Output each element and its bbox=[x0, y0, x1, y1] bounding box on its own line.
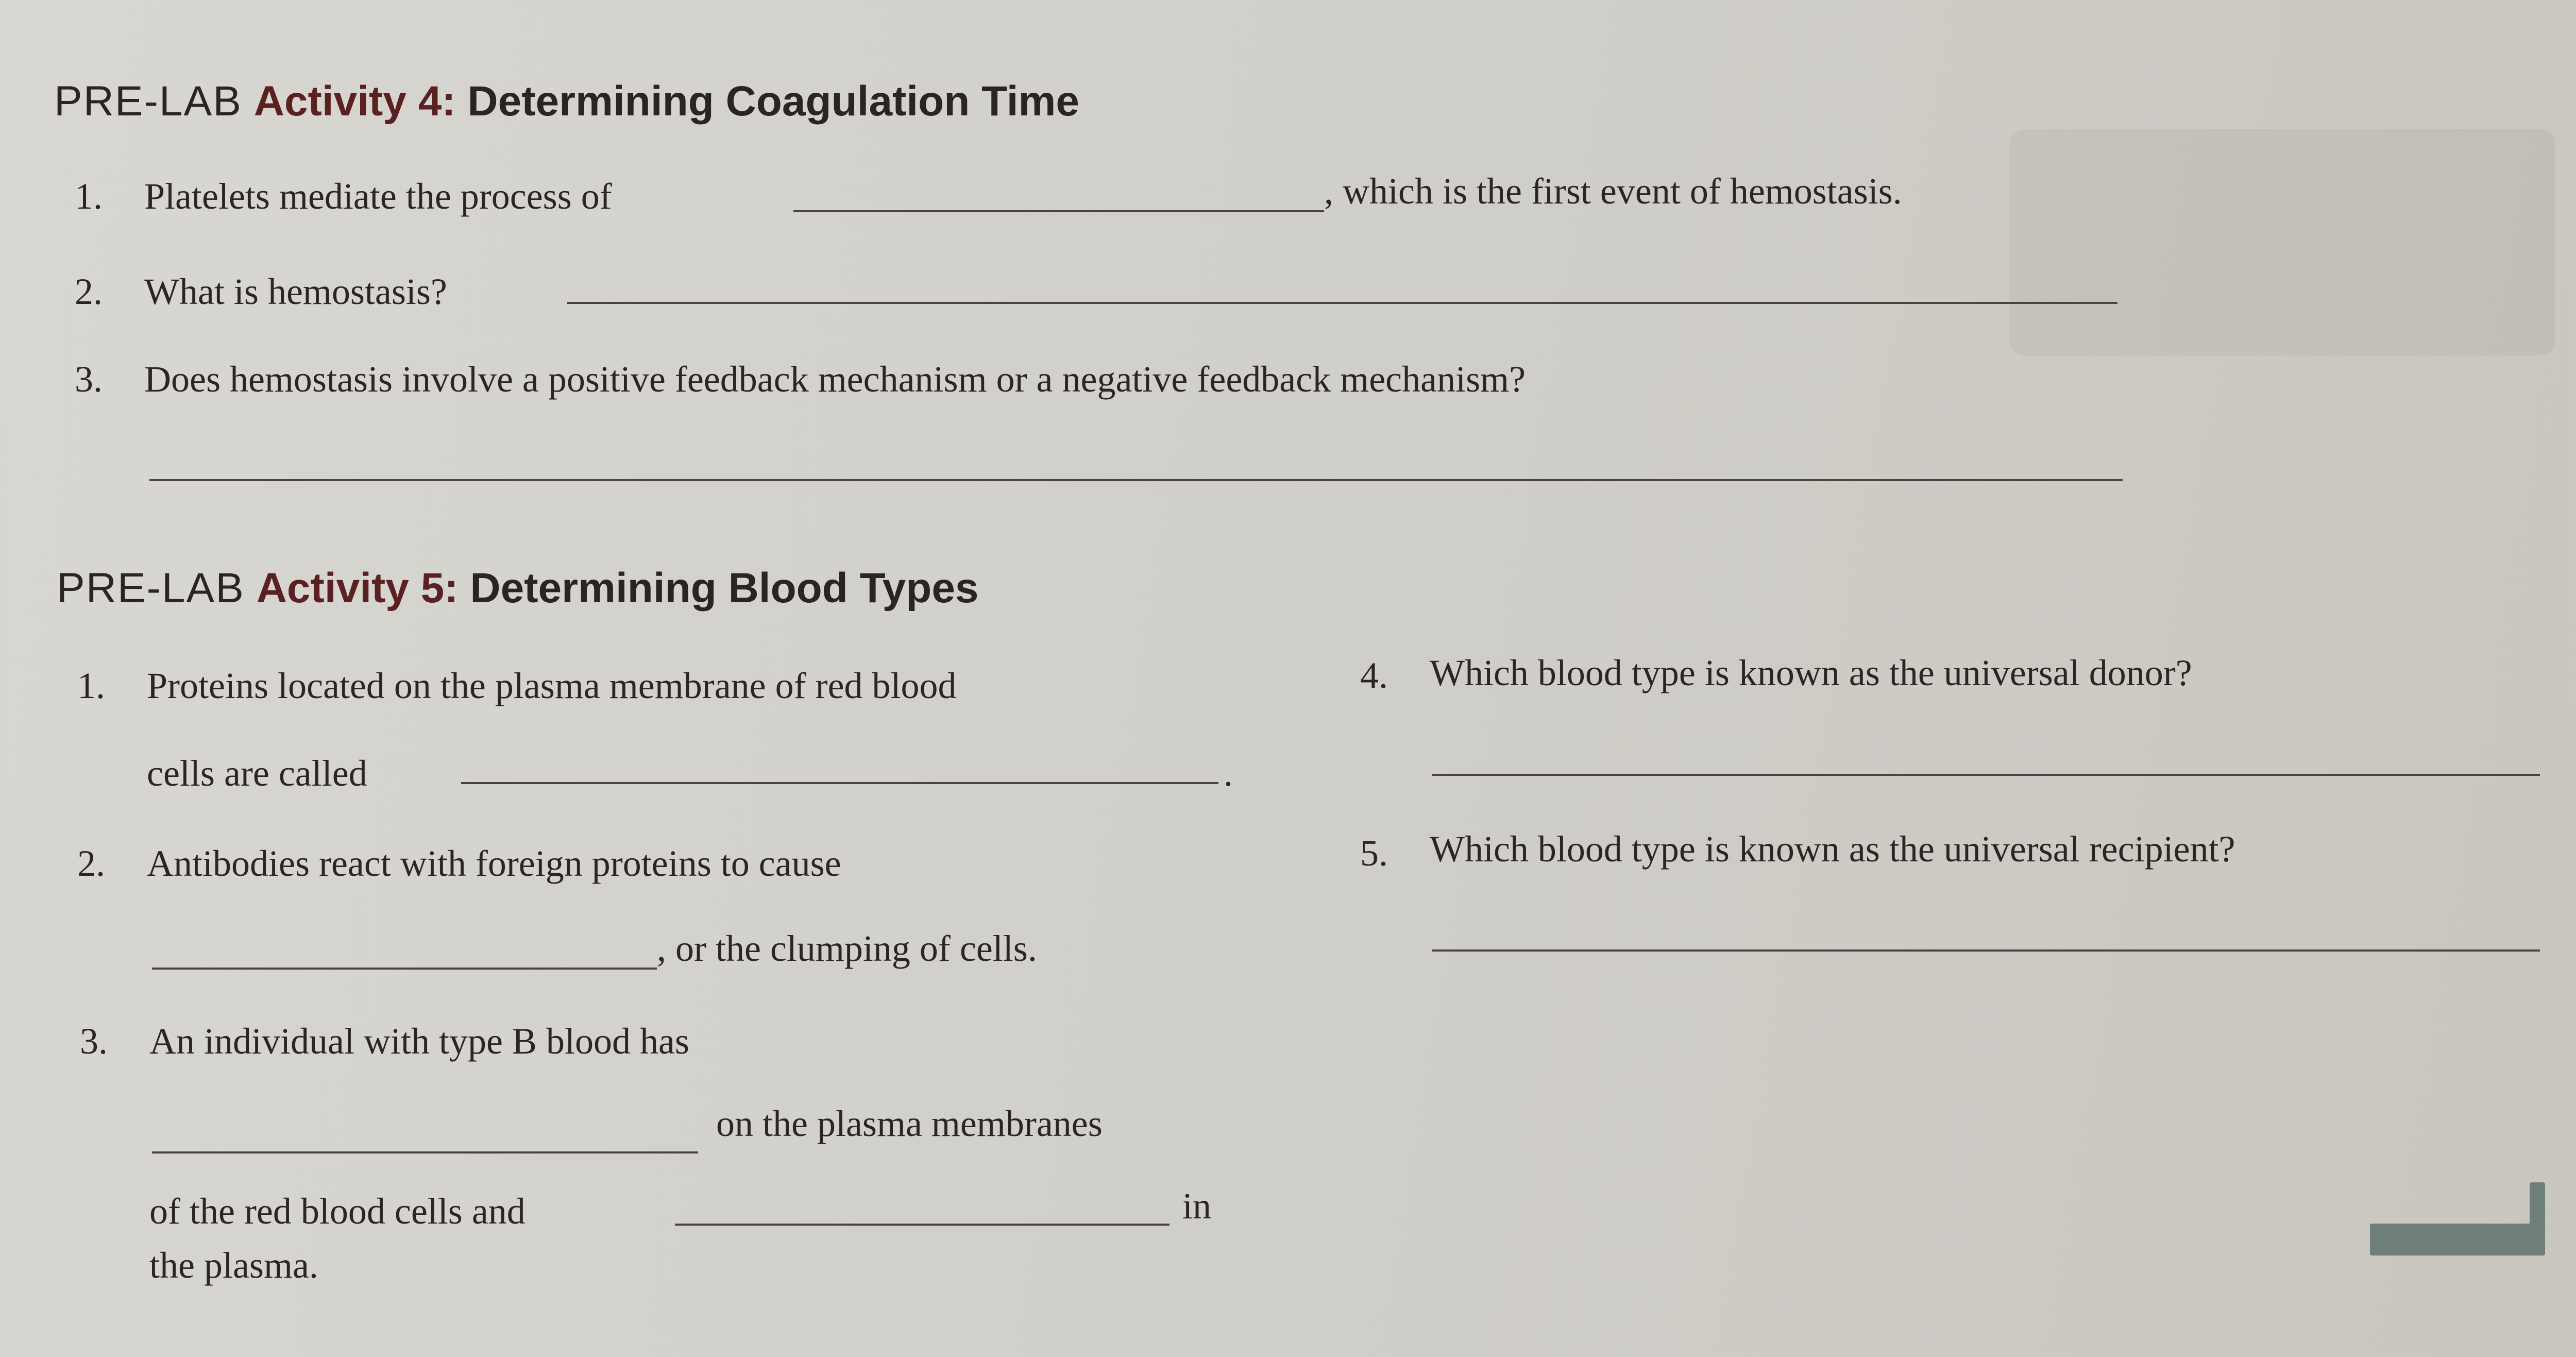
a5-q1-line2: cells are called bbox=[147, 753, 367, 794]
a5-q2-answer-blank[interactable] bbox=[152, 968, 657, 970]
a5-q1-number: 1. bbox=[77, 665, 105, 706]
a5-q3-answer-blank-1[interactable] bbox=[152, 1151, 698, 1154]
a5-q3-number: 3. bbox=[80, 1021, 108, 1062]
a5-q2-line2: , or the clumping of cells. bbox=[657, 928, 1037, 969]
activity4-title: Determining Coagulation Time bbox=[467, 78, 1080, 125]
a4-q2-number: 2. bbox=[75, 271, 103, 312]
a4-q1-text-end: , which is the first event of hemostasis. bbox=[1324, 171, 1902, 212]
a5-q3-line3: of the red blood cells and bbox=[149, 1191, 526, 1232]
a5-q5-text: Which blood type is known as the universal recipient? bbox=[1430, 828, 2235, 870]
a4-q2-answer-blank[interactable] bbox=[567, 302, 2117, 304]
a4-q3-text: Does hemostasis involve a positive feedback mechanism or a negative feedback mechanism? bbox=[144, 359, 1526, 400]
a5-q4-number: 4. bbox=[1360, 655, 1388, 696]
a4-q1-text-start: Platelets mediate the process of bbox=[144, 176, 612, 217]
a5-q2-number: 2. bbox=[77, 843, 105, 884]
activity4-heading bbox=[54, 77, 1079, 126]
a5-q3-in: in bbox=[1182, 1185, 1212, 1227]
a5-q3-answer-blank-2[interactable] bbox=[675, 1224, 1170, 1226]
a4-q3-answer-blank[interactable] bbox=[149, 479, 2123, 481]
a4-q1-number: 1. bbox=[75, 176, 103, 217]
a4-q2-text: What is hemostasis? bbox=[144, 271, 447, 312]
a5-q4-answer-blank[interactable] bbox=[1432, 774, 2540, 776]
a5-q5-answer-blank[interactable] bbox=[1432, 949, 2540, 952]
activity4-prelab-label: PRE-LAB bbox=[54, 78, 242, 125]
a5-q1-line1: Proteins located on the plasma membrane of red blood bbox=[147, 665, 957, 706]
a5-q3-line1: An individual with type B blood has bbox=[149, 1021, 689, 1062]
a5-q3-line4: the plasma. bbox=[149, 1245, 318, 1286]
activity5-heading bbox=[57, 564, 979, 613]
a5-q4-text: Which blood type is known as the universal donor? bbox=[1430, 652, 2192, 693]
activity4-number: Activity 4: bbox=[253, 78, 456, 125]
a5-q1-answer-blank[interactable] bbox=[461, 782, 1218, 784]
activity5-prelab-label: PRE-LAB bbox=[57, 565, 245, 612]
activity5-number: Activity 5: bbox=[256, 565, 459, 612]
corner-marker-post bbox=[2530, 1182, 2545, 1256]
a5-q5-number: 5. bbox=[1360, 833, 1388, 874]
a4-q1-answer-blank[interactable] bbox=[793, 210, 1324, 212]
activity5-title: Determining Blood Types bbox=[470, 565, 979, 612]
corner-marker-box bbox=[2370, 1224, 2545, 1256]
a5-q1-period: . bbox=[1224, 753, 1233, 794]
a5-q3-line2: on the plasma membranes bbox=[716, 1103, 1103, 1144]
a4-q3-number: 3. bbox=[75, 359, 103, 400]
page-shadow bbox=[2009, 129, 2555, 355]
a5-q2-line1: Antibodies react with foreign proteins to cause bbox=[147, 843, 841, 884]
